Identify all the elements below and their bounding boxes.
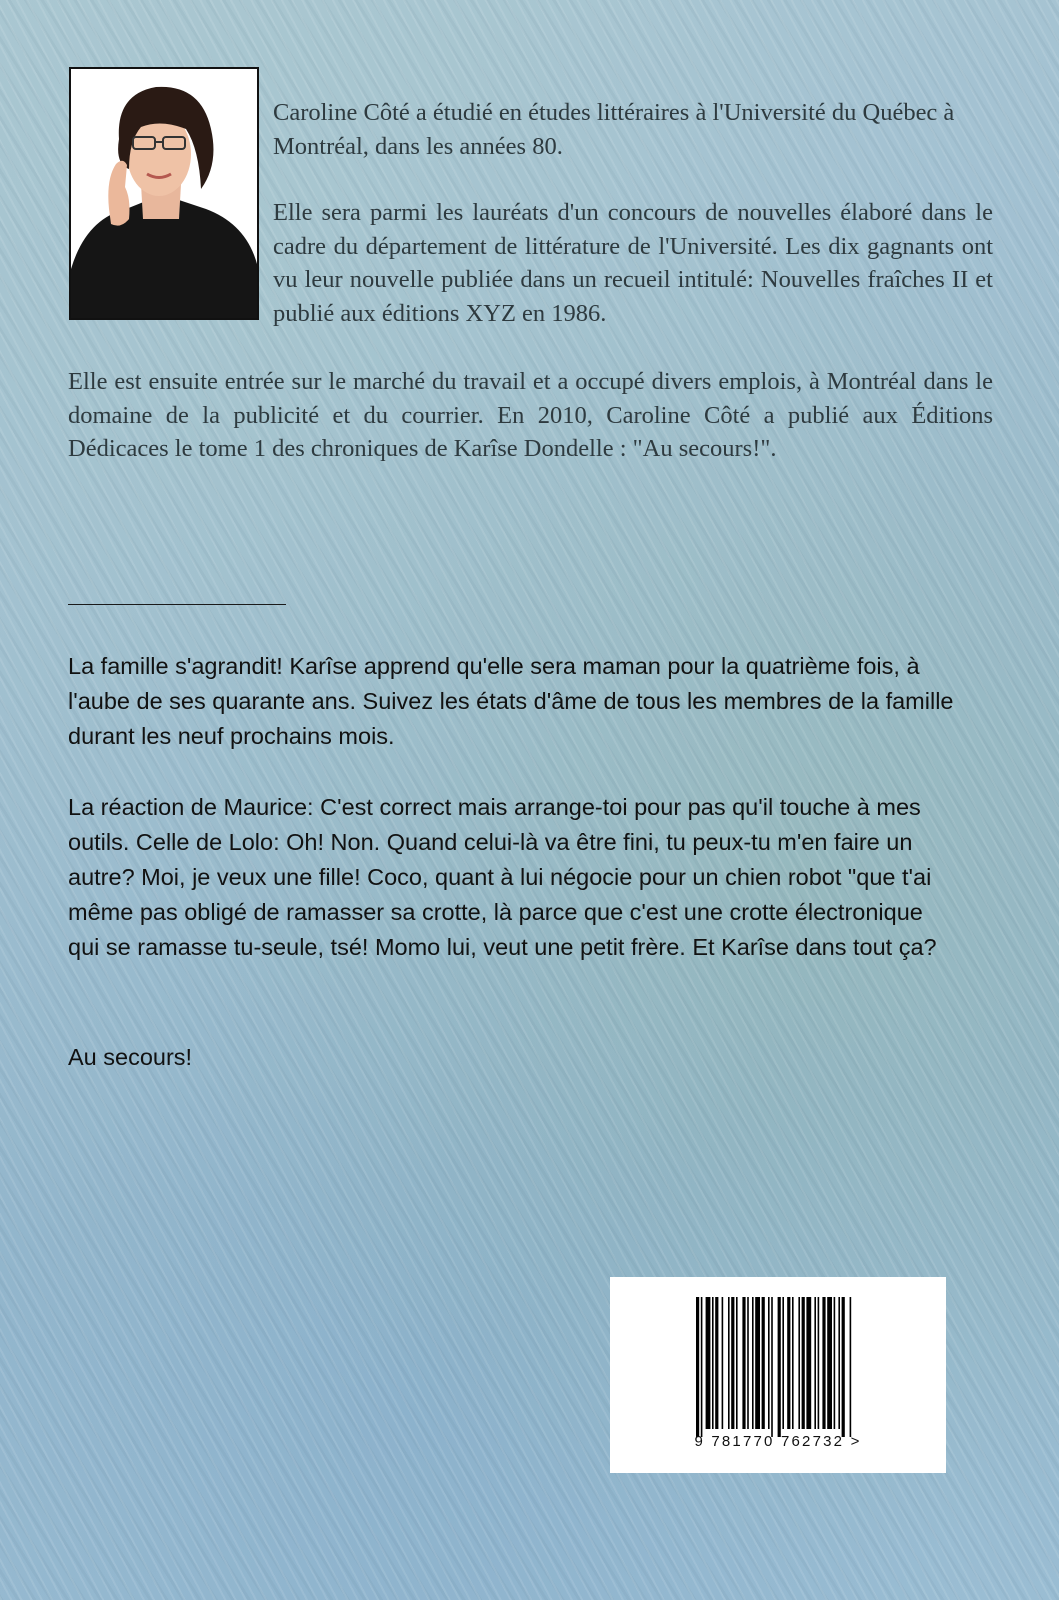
barcode-bar <box>728 1297 730 1429</box>
section-divider <box>68 604 286 605</box>
barcode-bar <box>792 1297 794 1429</box>
author-photo <box>69 67 259 320</box>
isbn-number: 9 781770 762732 > <box>694 1433 862 1450</box>
barcode-bar <box>850 1297 852 1437</box>
blurb-paragraph-2 <box>68 790 958 965</box>
barcode-bar <box>822 1297 825 1429</box>
barcode-bar <box>802 1297 805 1429</box>
blurb-text-3: Au secours! <box>68 1044 193 1070</box>
barcode-bar <box>818 1297 820 1429</box>
barcode-bar <box>806 1297 811 1429</box>
barcode-bar <box>706 1297 711 1429</box>
bio-text-2: Elle sera parmi les lauréats d'un concours de nouvelles élaboré dans le cadre du département de littérature de l'Université. Les dix gagnants ont vu leur nouvelle publiée dans un recueil intitulé: Nouvelles fraîches II et publié aux éditions XYZ en 1986. <box>273 199 993 327</box>
barcode-bar <box>827 1297 832 1429</box>
author-bio-paragraph-2 <box>273 196 993 330</box>
barcode-bar <box>798 1297 800 1429</box>
barcode-bar <box>731 1297 734 1429</box>
blurb-paragraph-1 <box>68 649 958 754</box>
bio-text-1: Caroline Côté a étudié en études littéraires à l'Université du Québec à Montréal, dans les années 80. <box>273 99 955 160</box>
barcode-bar <box>778 1297 781 1437</box>
barcode-bar <box>736 1297 738 1429</box>
blurb-text-2: La réaction de Maurice: C'est correct mais arrange-toi pour pas qu'il touche à mes outils. Celle de Lolo: Oh! Non. Quand celui-là va être fini, tu peux-tu m'en faire un autre? Moi, je veux une fille! Coco, quant à lui négocie pour un chien robot "que t'ai même pas obligé de ramasser sa crotte, là parce que c'est une crotte électronique qui se ramasse tu-seule, tsé! Momo lui, veut une petit frère. Et Karîse dans tout ça? <box>68 794 937 960</box>
barcode-bar <box>768 1297 770 1429</box>
author-bio-paragraph-3 <box>68 365 993 466</box>
barcode-bars <box>610 1277 946 1437</box>
barcode-bar <box>752 1297 754 1429</box>
barcode-bar <box>787 1297 790 1429</box>
barcode-bar <box>742 1297 745 1429</box>
bio-text-3: Elle est ensuite entrée sur le marché du travail et a occupé divers emplois, à Montréal dans le domaine de la publicité et du courrier. En 2010, Caroline Côté a publié aux Éditions Dédicaces le tome 1 des chroniques de Karîse Dondelle : "Au secours!". <box>68 368 993 462</box>
barcode-bar <box>722 1297 724 1429</box>
isbn-barcode <box>610 1277 946 1473</box>
barcode-bar <box>834 1297 836 1429</box>
blurb-text-1: La famille s'agrandit! Karîse apprend qu'elle sera maman pour la quatrième fois, à l'aube de ses quarante ans. Suivez les états d'âme de tous les membres de la famille durant les neuf prochains mois. <box>68 653 954 749</box>
author-portrait-image <box>71 69 257 318</box>
author-bio-paragraph-1 <box>273 96 993 163</box>
barcode-bar <box>755 1297 760 1429</box>
barcode-bar <box>712 1297 714 1429</box>
barcode-bar <box>715 1297 718 1429</box>
barcode-bar <box>771 1297 773 1437</box>
barcode-bar <box>762 1297 765 1429</box>
barcode-bar <box>701 1297 703 1437</box>
barcode-bar <box>814 1297 816 1429</box>
barcode-bar <box>842 1297 845 1437</box>
barcode-bar <box>747 1297 749 1429</box>
barcode-bar <box>782 1297 784 1429</box>
barcode-bar <box>696 1297 699 1437</box>
blurb-paragraph-3 <box>68 1040 958 1075</box>
barcode-bar <box>838 1297 840 1429</box>
